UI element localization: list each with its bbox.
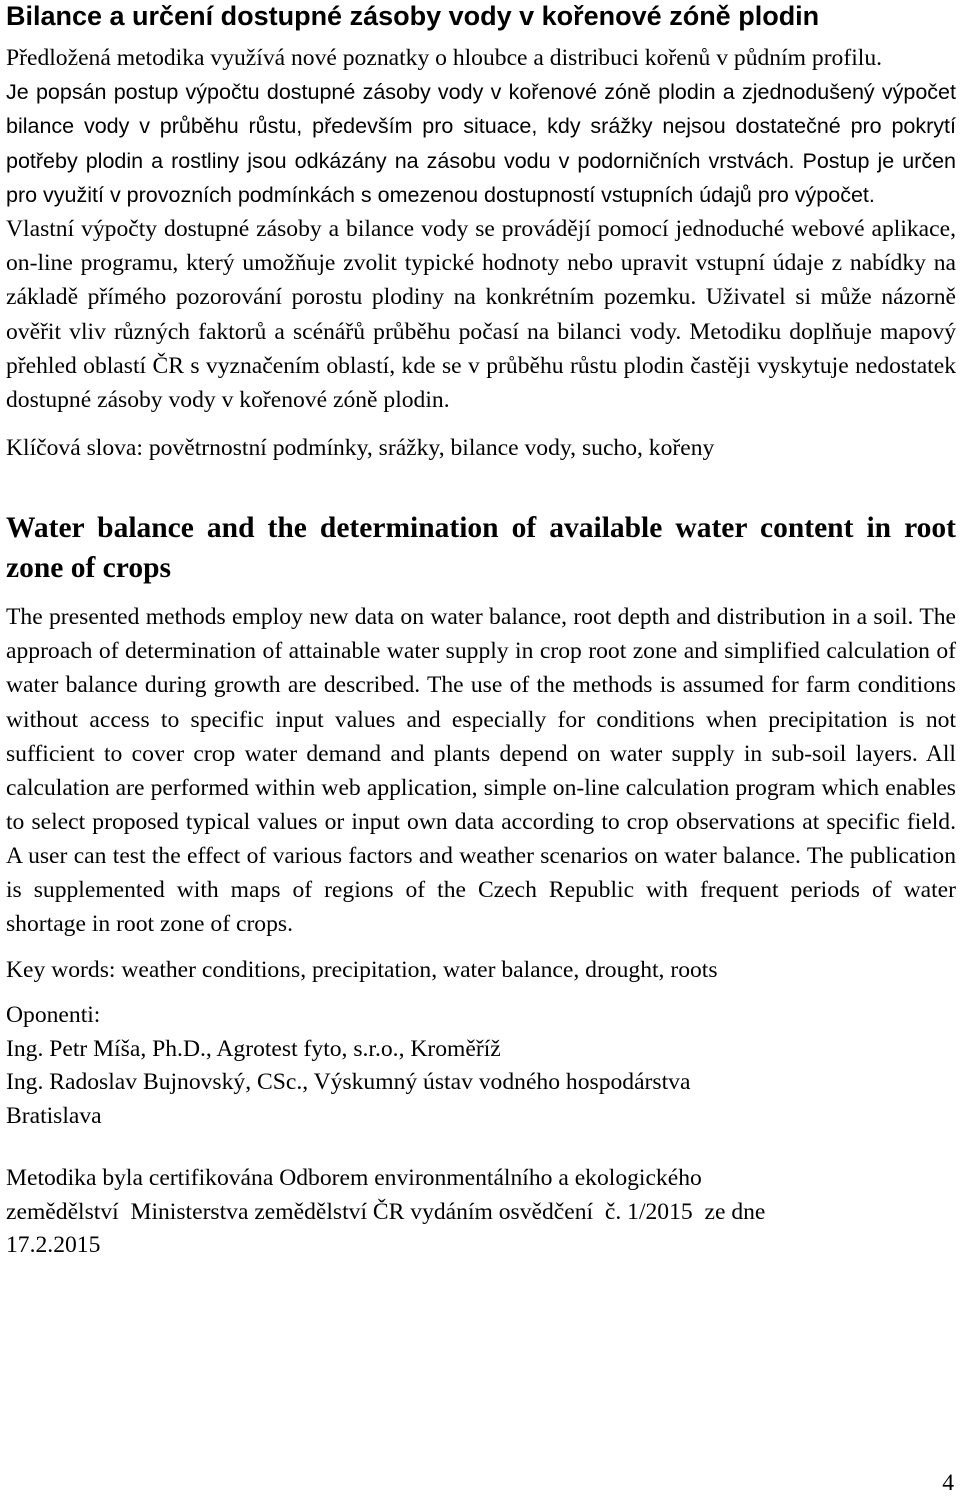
certification-line-2: zemědělství Ministerstva zemědělství ČR vydáním osvědčení č. 1/2015 ze dne xyxy=(6,1198,766,1225)
opponent-1: Ing. Petr Míša, Ph.D., Agrotest fyto, s.r.o., Kroměříž xyxy=(6,1035,501,1062)
opponents-section xyxy=(6,999,956,1133)
certification-line-1: Metodika byla certifikována Odborem environmentálního a ekologického xyxy=(6,1165,702,1192)
opponent-2-city: Bratislava xyxy=(6,1102,102,1129)
czech-abstract-intro: Předložená metodika využívá nové poznatky o hloubce a distribuci kořenů v půdním profilu. xyxy=(6,45,883,71)
czech-title: Bilance a určení dostupné zásoby vody v kořenové zóně plodin xyxy=(6,1,820,31)
certification-date: 17.2.2015 xyxy=(6,1232,101,1259)
czech-abstract-application: Vlastní výpočty dostupné zásoby a bilance vody se provádějí pomocí jednoduché webové aplikace, on-line programu, který umožňuje zvolit typické hodnoty nebo upravit vstupní údaje z nabídky na základě přímého pozorování porostu plodiny na konkrétním pozemku. Uživatel si může názorně ověřit vliv různých faktorů a scénářů průběhu počasí na bilanci vody. Metodiku doplňuje mapový přehled oblastí ČR s vyznačením oblastí, kde se v průběhu růstu plodin častěji vyskytuje nedostatek dostupné zásoby vody v kořenové zóně plodin. xyxy=(6,216,956,414)
english-title: Water balance and the determination of available water content in root zone of crops xyxy=(6,512,956,585)
document-page xyxy=(6,0,956,1263)
certification-section xyxy=(6,1162,956,1263)
opponent-2: Ing. Radoslav Bujnovský, CSc., Výskumný ústav vodného hospodárstva xyxy=(6,1069,691,1096)
english-abstract: The presented methods employ new data on water balance, root depth and distribution in a soil. The approach of determination of attainable water supply in crop root zone and simplified calculation of water balance during growth are described. The use of the methods is assumed for farm conditions without access to specific input values and especially for conditions when precipitation is not sufficient to cover crop water demand and plants depend on water supply in sub-soil layers. All calculation are performed within web application, simple on-line calculation program which enables to select proposed typical values or input own data according to crop observations at specific field. A user can test the effect of various factors and weather scenarios on water balance. The publication is supplemented with maps of regions of the Czech Republic with frequent periods of water shortage in root zone of crops. xyxy=(6,604,956,938)
english-keywords: Key words: weather conditions, precipitation, water balance, drought, roots xyxy=(6,957,718,984)
opponents-heading: Oponenti: xyxy=(6,1002,101,1029)
czech-abstract-method: Je popsán postup výpočtu dostupné zásoby vody v kořenové zóně plodin a zjednodušený výpočet bilance vody v průběhu růstu, především pro situace, kdy srážky nejsou dostatečné pro pokrytí potřeby plodin a rostliny jsou odkázány na zásobu vodu v podorničních vrstvách. Postup je určen pro využití v provozních podmínkách s omezenou dostupností vstupních údajů pro výpočet. xyxy=(6,80,956,207)
page-number: 4 xyxy=(942,1470,954,1496)
czech-keywords: Klíčová slova: povětrnostní podmínky, srážky, bilance vody, sucho, kořeny xyxy=(6,435,715,462)
